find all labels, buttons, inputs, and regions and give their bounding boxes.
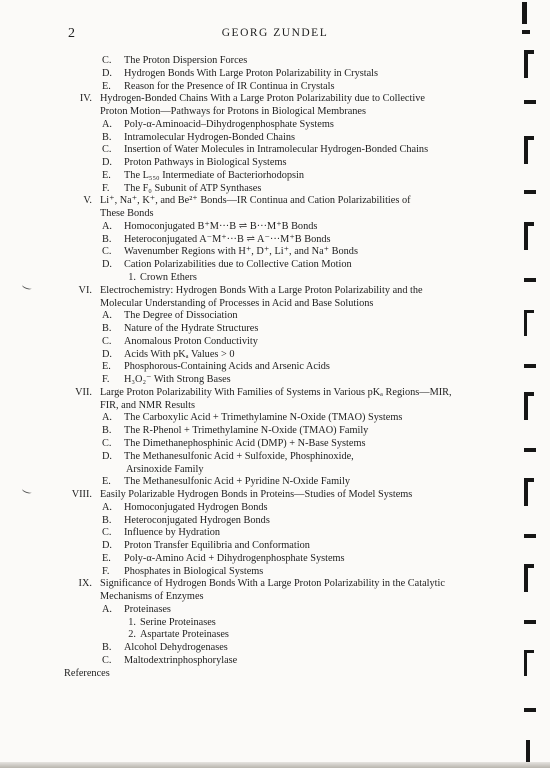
toc-entry-number: B. <box>102 425 112 437</box>
toc-entry <box>60 81 500 94</box>
toc-entry <box>60 349 500 362</box>
toc-entry-title: Easily Polarizable Hydrogen Bonds in Proteins—Studies of Model Systems <box>100 489 413 501</box>
spiral-binding <box>520 0 550 768</box>
toc-entry <box>60 183 500 196</box>
toc-entry-number: B. <box>102 233 112 245</box>
toc-entry-number: B. <box>102 514 112 526</box>
toc-entry-number: IX. <box>78 578 92 590</box>
toc-entry <box>60 438 500 451</box>
toc-entry-number: V. <box>83 195 92 207</box>
page-number: 2 <box>68 26 75 41</box>
toc-entry-title: Phosphorous-Containing Acids and Arsenic Acids <box>124 361 330 373</box>
toc-entry <box>60 298 500 311</box>
toc-entry <box>60 527 500 540</box>
toc-entry <box>60 515 500 528</box>
toc-entry-title: Large Proton Polarizability With Families of Systems in Various pKₐ Regions—MIR, <box>100 386 452 398</box>
toc-entry <box>60 208 500 221</box>
toc-entry-title: Insertion of Water Molecules in Intramolecular Hydrogen-Bonded Chains <box>124 144 429 156</box>
margin-mark <box>21 282 32 290</box>
toc-entry-title: The Carboxylic Acid + Trimethylamine N-Oxide (TMAO) Systems <box>124 412 403 424</box>
toc-entry <box>60 361 500 374</box>
toc-entry-title: H₃O₂⁻ With Strong Bases <box>124 374 231 386</box>
toc-entry <box>60 578 500 591</box>
toc-entry-number: B. <box>102 323 112 335</box>
toc-entry-number: B. <box>102 131 112 143</box>
toc-entry-number: 2. <box>128 629 136 641</box>
toc-entry-title: The R-Phenol + Trimethylamine N-Oxide (TMAO) Family <box>124 425 369 437</box>
toc-entry-title: Serine Proteinases <box>140 616 216 628</box>
toc-entry-title: Crown Ethers <box>140 272 197 284</box>
toc-entry-number: C. <box>102 144 112 156</box>
toc-entry-number: C. <box>102 437 112 449</box>
toc-entry <box>60 540 500 553</box>
toc-entry-title: Maltodextrinphosphorylase <box>124 654 238 666</box>
toc-entry <box>60 591 500 604</box>
toc-entry <box>60 246 500 259</box>
toc-entry-number: 1. <box>128 616 136 628</box>
toc-entry-title: Homoconjugated B⁺M···B ⇌ B···M⁺B Bonds <box>124 220 318 232</box>
toc-entry <box>60 502 500 515</box>
toc-entry <box>60 617 500 630</box>
toc-entry-number: C. <box>102 527 112 539</box>
toc-entry <box>60 170 500 183</box>
toc-entry-title: Mechanisms of Enzymes <box>100 591 204 603</box>
toc-entry <box>60 234 500 247</box>
toc-entry <box>60 642 500 655</box>
toc-entry-number: A. <box>102 220 113 232</box>
toc-entry-number: F. <box>102 565 110 577</box>
toc-entry-title: Arsinoxide Family <box>126 463 204 475</box>
toc-entry-number: A. <box>102 310 113 322</box>
toc-entry-number: A. <box>102 603 113 615</box>
toc-entry-number: D. <box>102 348 113 360</box>
toc-entry-title: Influence by Hydration <box>124 527 221 539</box>
toc-entry <box>60 132 500 145</box>
toc-entry <box>60 489 500 502</box>
toc-entry <box>60 476 500 489</box>
toc-entry <box>60 272 500 285</box>
toc-entry-number: F. <box>102 374 110 386</box>
toc-entry-number: IV. <box>79 93 92 105</box>
toc-entry <box>60 310 500 323</box>
toc-entry <box>60 195 500 208</box>
toc-entry-number: VII. <box>75 386 92 398</box>
toc-entry <box>60 629 500 642</box>
toc-entry-number: A. <box>102 412 113 424</box>
toc-entry <box>60 566 500 579</box>
toc-entry-title: Poly-α-Amino Acid + Dihydrogenphosphate Systems <box>124 552 345 564</box>
toc-entry <box>60 451 500 464</box>
toc-entry-number: 1. <box>128 272 136 284</box>
toc-entry-number: A. <box>102 118 113 130</box>
toc-entry <box>60 336 500 349</box>
toc-entry-title: The Degree of Dissociation <box>124 310 238 322</box>
toc-entry <box>60 412 500 425</box>
toc-entry-title: These Bonds <box>100 208 154 220</box>
toc-entry-title: Molecular Understanding of Processes in Acid and Base Solutions <box>100 297 374 309</box>
toc-entry-title: Proton Motion—Pathways for Protons in Biological Membranes <box>100 106 366 118</box>
toc-entry <box>60 93 500 106</box>
toc-entry-title: Nature of the Hydrate Structures <box>124 323 259 335</box>
toc-entry-title: Hydrogen Bonds With Large Proton Polarizability in Crystals <box>124 67 379 79</box>
toc-entry-title: Anomalous Proton Conductivity <box>124 335 258 347</box>
toc-entry-title: Proton Pathways in Biological Systems <box>124 157 287 169</box>
toc-entry-title: The Dimethanephosphinic Acid (DMP) + N-Base Systems <box>124 437 366 449</box>
toc-entry-number: C. <box>102 246 112 258</box>
toc-entry <box>60 655 500 668</box>
toc-entry-title: The F₀ Subunit of ATP Synthases <box>124 182 262 194</box>
toc-entry-number: E. <box>102 552 111 564</box>
toc-entry-number: B. <box>102 642 112 654</box>
toc-entry-title: Acids With pKₐ Values > 0 <box>124 348 235 360</box>
toc-entry-title: Wavenumber Regions with H⁺, D⁺, Li⁺, and Na⁺ Bonds <box>124 246 358 258</box>
toc-entry <box>60 221 500 234</box>
toc-entry <box>60 604 500 617</box>
toc-entry-number: E. <box>102 169 111 181</box>
toc-entry <box>60 68 500 81</box>
toc-entry <box>60 400 500 413</box>
toc-entry-title: The Methanesulfonic Acid + Pyridine N-Oxide Family <box>124 476 351 488</box>
toc-entry-number: E. <box>102 476 111 488</box>
toc-entry <box>60 144 500 157</box>
toc-entry-number: D. <box>102 540 113 552</box>
toc-entry-title: Intramolecular Hydrogen-Bonded Chains <box>124 131 295 143</box>
toc-entry <box>60 323 500 336</box>
toc-entry-title: Proton Transfer Equilibria and Conformation <box>124 540 310 552</box>
toc-entry-title: Significance of Hydrogen Bonds With a Large Proton Polarizability in the Catalytic <box>100 578 445 590</box>
toc-entry <box>60 464 500 477</box>
toc-entry-title: Hydrogen-Bonded Chains With a Large Proton Polarizability due to Collective <box>100 93 425 105</box>
toc-entry-title: Alcohol Dehydrogenases <box>124 642 228 654</box>
toc-entry <box>60 425 500 438</box>
toc-entry-title: Poly-α-Aminoacid–Dihydrogenphosphate Systems <box>124 118 334 130</box>
toc-entry-title: Homoconjugated Hydrogen Bonds <box>124 501 268 513</box>
toc-entry-number: VIII. <box>71 489 92 501</box>
running-header: GEORG ZUNDEL <box>221 27 329 39</box>
toc-entry-title: FIR, and NMR Results <box>100 399 195 411</box>
toc-entry-number: F. <box>102 182 110 194</box>
toc-entry-number: D. <box>102 157 113 169</box>
table-of-contents <box>60 55 500 681</box>
toc-entry <box>60 157 500 170</box>
toc-entry-title: References <box>64 667 110 679</box>
toc-entry <box>60 259 500 272</box>
toc-entry-number: D. <box>102 67 113 79</box>
toc-entry-number: A. <box>102 501 113 513</box>
toc-entry <box>60 55 500 68</box>
toc-entry-title: Proteinases <box>124 603 171 615</box>
toc-entry <box>60 374 500 387</box>
toc-entry-title: The L₅₅₀ Intermediate of Bacteriorhodopsin <box>124 169 305 181</box>
toc-entry-number: E. <box>102 80 111 92</box>
toc-entry <box>60 106 500 119</box>
toc-entry-number: E. <box>102 361 111 373</box>
toc-entry-number: C. <box>102 335 112 347</box>
page-edge <box>0 762 550 768</box>
toc-entry-title: Phosphates in Biological Systems <box>124 565 264 577</box>
toc-entry-number: D. <box>102 450 113 462</box>
toc-entry <box>60 119 500 132</box>
toc-entry-title: Heteroconjugated Hydrogen Bonds <box>124 514 270 526</box>
toc-entry-title: The Methanesulfonic Acid + Sulfoxide, Phosphinoxide, <box>124 450 354 462</box>
toc-entry-title: Aspartate Proteinases <box>140 629 229 641</box>
toc-entry-number: VI. <box>78 284 92 296</box>
toc-entry-number: C. <box>102 55 112 66</box>
toc-entry <box>60 387 500 400</box>
toc-entry-number: C. <box>102 654 112 666</box>
toc-entry-title: Electrochemistry: Hydrogen Bonds With a Large Proton Polarizability and the <box>100 284 423 296</box>
toc-entry <box>60 553 500 566</box>
toc-entry-number: D. <box>102 259 113 271</box>
toc-entry-title: Li⁺, Na⁺, K⁺, and Be²⁺ Bonds—IR Continua and Cation Polarizabilities of <box>100 195 411 207</box>
margin-mark <box>21 486 32 494</box>
toc-entry <box>60 285 500 298</box>
toc-entry-title: The Proton Dispersion Forces <box>124 55 248 66</box>
toc-entry-title: Heteroconjugated A⁻M⁺···B ⇌ A⁻···M⁺B Bonds <box>124 233 331 245</box>
toc-entry-title: Reason for the Presence of IR Continua in Crystals <box>124 80 335 92</box>
toc-entry-title: Cation Polarizabilities due to Collective Cation Motion <box>124 259 352 271</box>
toc-entry <box>60 668 500 681</box>
